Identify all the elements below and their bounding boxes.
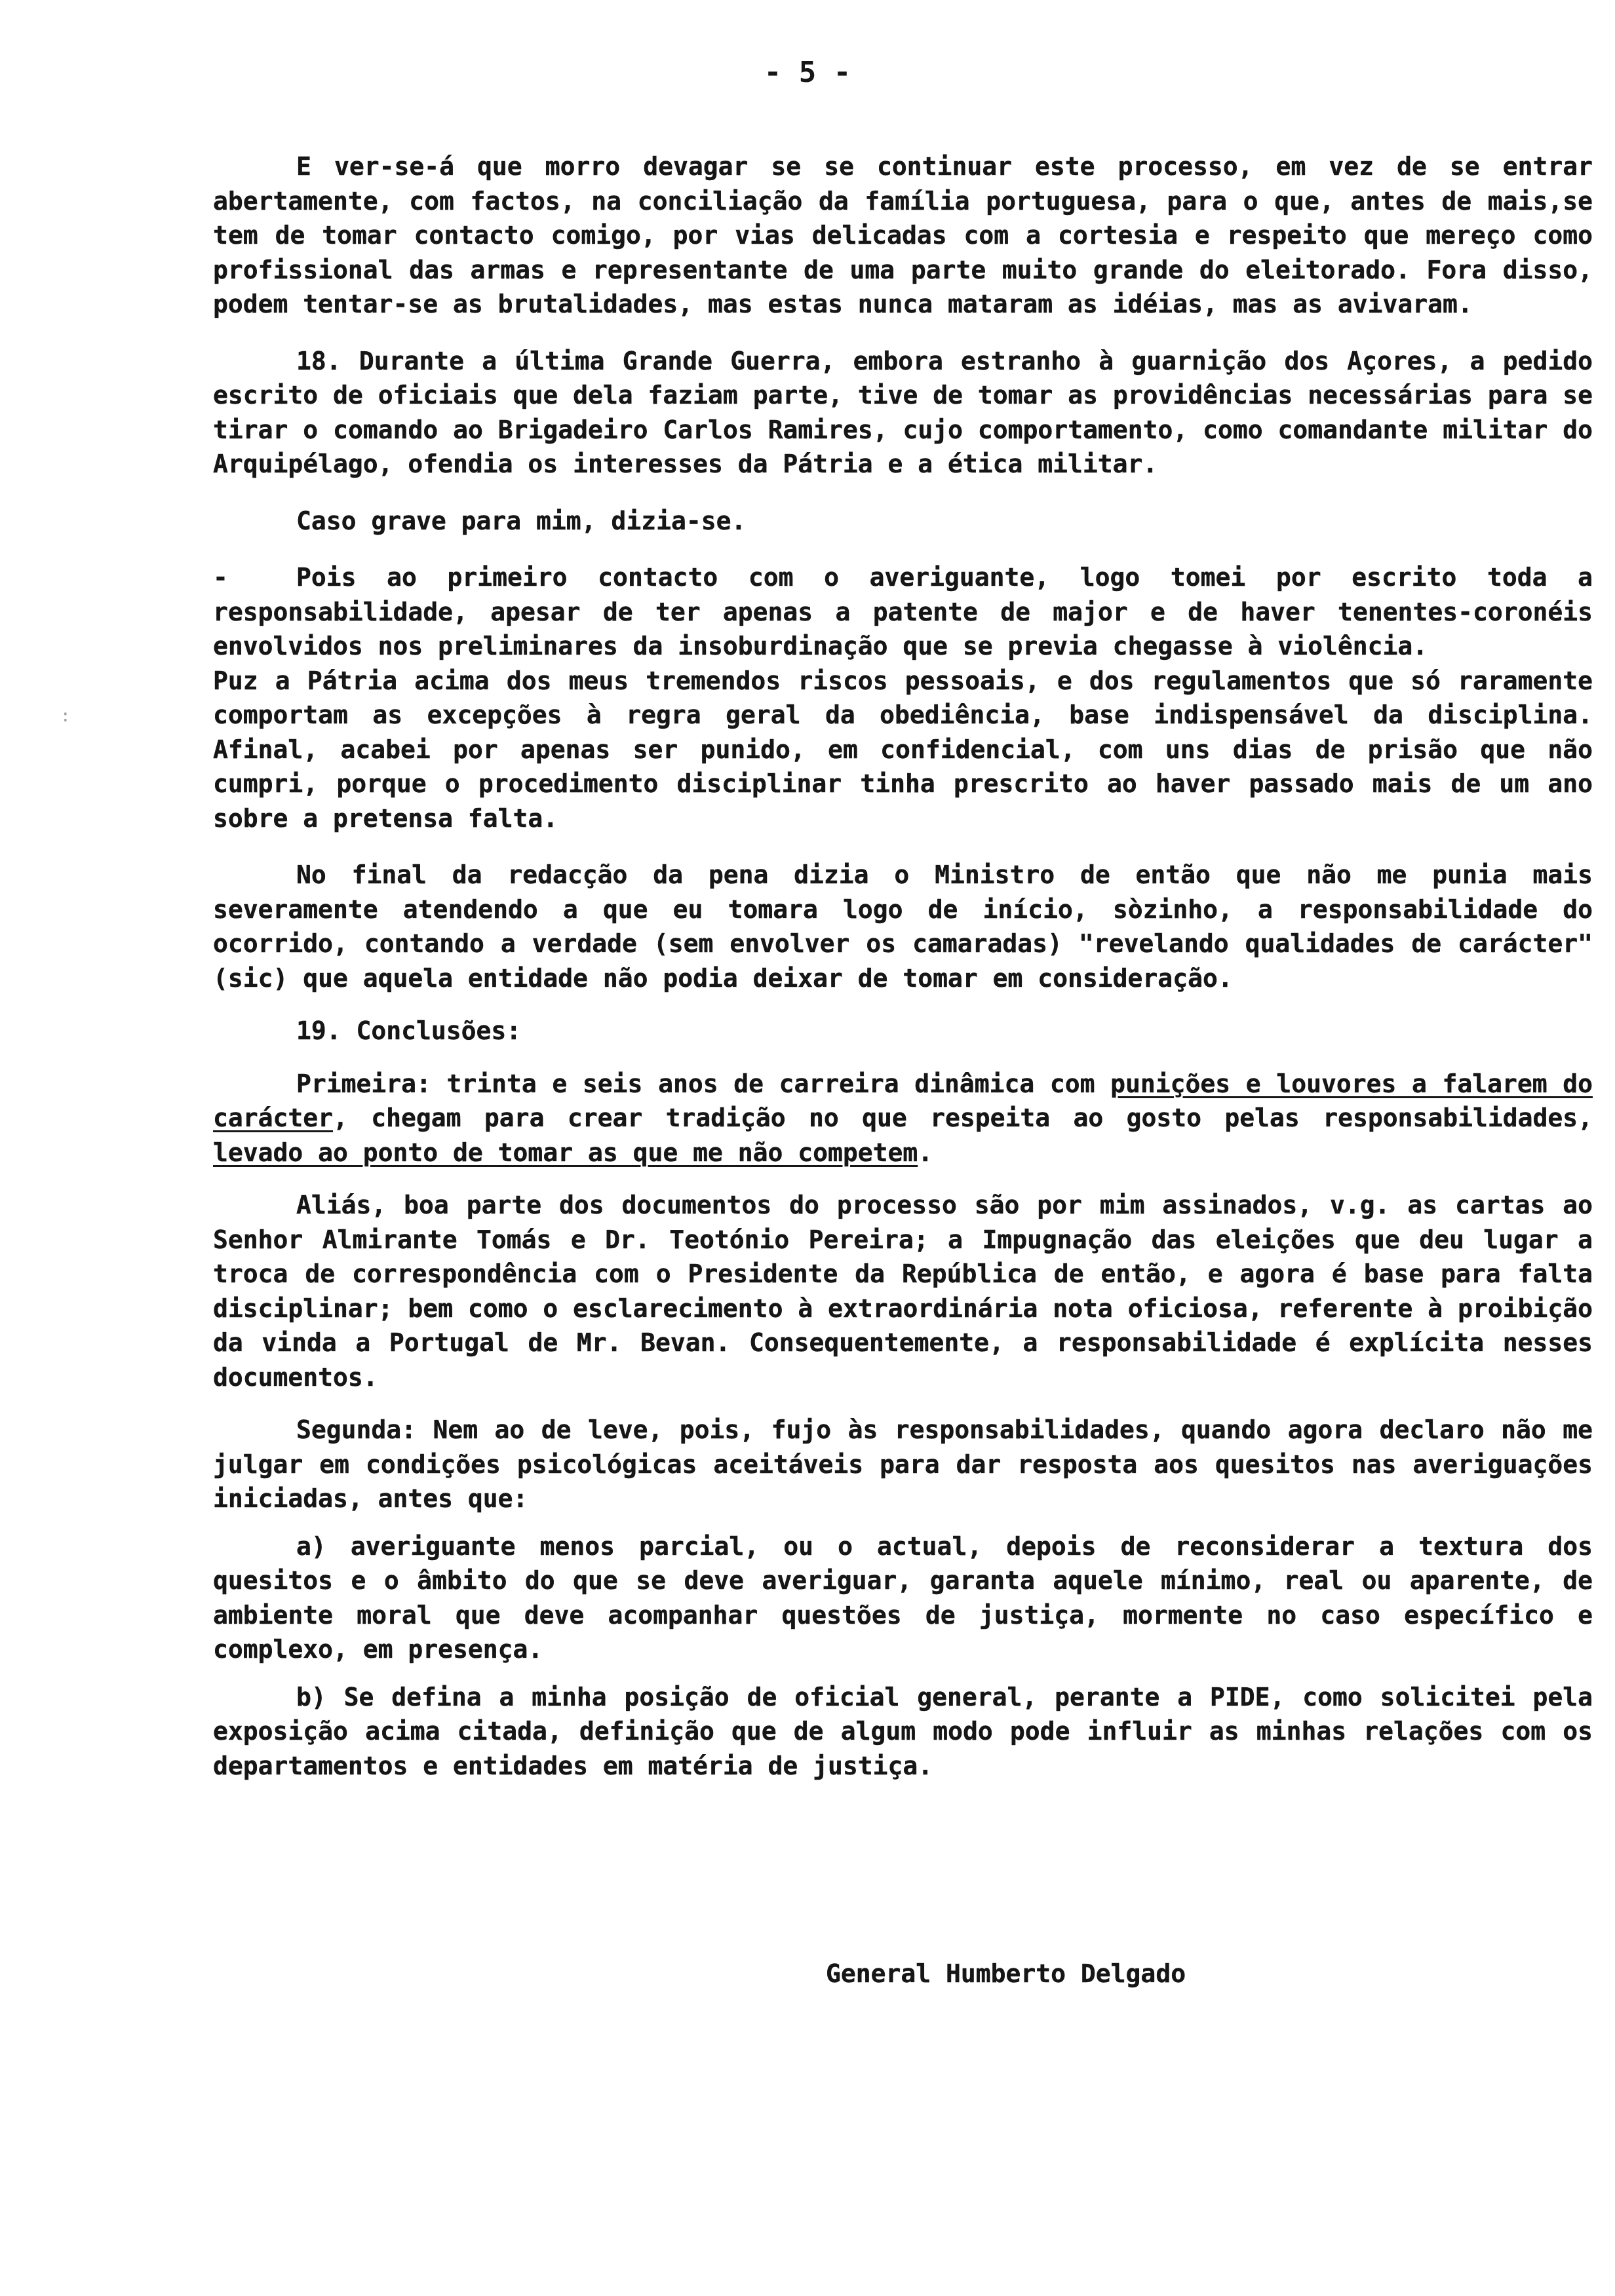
paragraph-alias: Aliás, boa parte dos documentos do processo são por mim assinados, v.g. as cartas ao Senhor Almirante Tomás e Dr. Teotónio Pereira; a Impugnação das eleições que deu lugar a troca de correspondência com o Presidente da República de então, e agora é base para falta disciplinar; bem como o esclarecimento à extraordinária nota oficiosa, referente à proibição da vinda a Portugal de Mr. Bevan. Consequentemente, a responsabilidade é explícita nesses documentos. — [213, 1191, 1593, 1392]
primeira-mid: , chegam para crear tradição no que respeita ao gosto pelas responsabilidades, — [333, 1103, 1593, 1132]
primeira-underline-2: levado ao ponto de tomar as que me não competem — [213, 1138, 918, 1167]
paragraph-item-a: a) averiguante menos parcial, ou o actual, depois de reconsiderar a textura dos quesitos e o âmbito do que se deve averiguar, garanta aquele mínimo, real ou aparente, de ambiente moral que deve acompanhar questões de justiça, mormente no caso específico e complexo, em presença. — [213, 1531, 1593, 1664]
paragraph-caso-grave: Caso grave para mim, dizia-se. — [296, 506, 747, 535]
paragraph-averiguante — [213, 560, 1593, 664]
primeira-lead: Primeira: trinta e seis anos de carreira dinâmica com — [296, 1069, 1111, 1098]
dash-marker: - — [213, 563, 228, 592]
margin-mark: : — [60, 706, 71, 726]
primeira-tail: . — [918, 1138, 933, 1167]
paragraph-patria: Puz a Pátria acima dos meus tremendos riscos pessoais, e dos regulamentos que só raramente comportam as excepções à regra geral da obediência, base indispensável da disciplina. Afinal, acabei por apenas ser punido, em confidencial, com uns dias de prisão que não cumpri, porque o procedimento disciplinar tinha prescrito ao haver passado mais de um ano sobre a pretensa falta. — [213, 666, 1593, 833]
page-number: - 5 - — [764, 56, 851, 89]
paragraph-item-b: b) Se defina a minha posição de oficial general, perante a PIDE, como solicitei pela exposição acima citada, definição que de algum modo pode influir as minhas relações com os departamentos e entidades em matéria de justiça. — [213, 1682, 1593, 1780]
section-heading-conclusoes: 19. Conclusões: — [296, 1016, 522, 1045]
signature: General Humberto Delgado — [826, 1959, 1186, 1988]
paragraph-averiguante-text: Pois ao primeiro contacto com o averiguante, logo tomei por escrito toda a responsabilidade, apesar de ter apenas a patente de major e de haver tenentes-coronéis envolvidos nos preliminares da insoburdinação que se previa chegasse à violência. — [213, 563, 1593, 660]
paragraph-segunda: Segunda: Nem ao de leve, pois, fujo às responsabilidades, quando agora declaro não me julgar em condições psicológicas aceitáveis para dar resposta aos quesitos nas averiguações iniciadas, antes que: — [213, 1415, 1593, 1513]
paragraph-1: E ver-se-á que morro devagar se se continuar este processo, em vez de se entrar abertamente, com factos, na conciliação da família portuguesa, para o que, antes de mais,se tem de tomar contacto comigo, por vias delicadas com a cortesia e respeito que mereço como profissional das armas e representante de uma parte muito grande do eleitorado. Fora disso, podem tentar-se as brutalidades, mas estas nunca mataram as idéias, mas as avivaram. — [213, 152, 1593, 318]
paragraph-ministro: No final da redacção da pena dizia o Ministro de então que não me punia mais severamente atendendo a que eu tomara logo de início, sòzinho, a responsabilidade do ocorrido, contando a verdade (sem envolver os camaradas) "revelando qualidades de carácter" (sic) que aquela entidade não podia deixar de tomar em consideração. — [213, 860, 1593, 993]
document-body — [213, 149, 1593, 1783]
primeira-underline-1: punições e louvores a falarem do carácter — [213, 1069, 1593, 1132]
paragraph-primeira — [213, 1067, 1593, 1170]
paragraph-18: 18. Durante a última Grande Guerra, embora estranho à guarnição dos Açores, a pedido escrito de oficiais que dela faziam parte, tive de tomar as providências necessárias para se tirar o comando ao Brigadeiro Carlos Ramires, cujo comportamento, como comandante militar do Arquipélago, ofendia os interesses da Pátria e a ética militar. — [213, 346, 1593, 478]
